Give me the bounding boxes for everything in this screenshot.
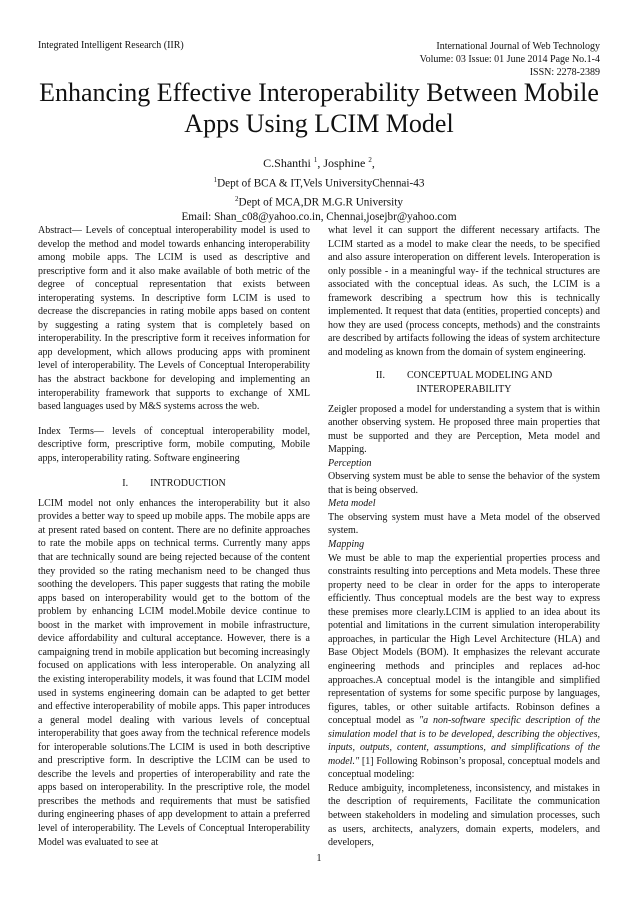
journal-issn: ISSN: 2278-2389 [529,67,600,78]
mapping-heading: Mapping [328,539,365,551]
journal-name: International Journal of Web Technology [436,41,600,52]
author-2-sup: 2 [368,156,372,164]
abstract: Abstract— Levels of conceptual interoperability model is used to develop the method and model towards enhancing interoperability among mobile apps. The LCIM is used as descriptive and prescriptive form and it also make available of both metric of the degree of conceptual representation that exists between interoperating systems. In descriptive form LCIM is used to decrease the discrepancies in rating mobile apps based on content by suggesting a rating system that is completely based on interoperability. In the prescriptive form it receives information for app development, which allows producing apps with prominent level of interoperability. The Levels of Conceptual Interoperability has the abstract backbone for developing and implementing an interoperability framework that supports to exchange of XML based languages used by M&S systems across the web. [38,225,310,413]
paper-title-line2: Apps Using LCIM Model [184,109,454,138]
author-email: Email: Shan_c08@yahoo.co.in, Chennai,josejbr@yahoo.com [181,211,457,224]
paper-title-line1: Enhancing Effective Interoperability Between Mobile [39,78,599,107]
perception-heading: Perception [328,457,372,469]
author-1-sup: 1 [313,156,318,164]
left-column [38,224,310,849]
affiliation-1: $^1$Dept of BCA & IT,Vels UniversityChennai-43 [213,176,425,190]
right-column [328,224,600,850]
section-heading-conceptual-modeling: II. CONCEPTUAL MODELING AND INTEROPERABILITY [375,370,553,396]
journal-info [420,40,600,79]
mapping-text: We must be able to map the experiential properties process and constraints resulting into perceptions and Meta models. These three property need to be clear in order for the apps to interoperate efficiently. Thus conceptual models are the best way to express these premises more clearly.LCIM is applied to an idea about its potential and limitations in the current simulation interoperability approaches, in particular the High Level Architecture (HLA) and Base Object Models (BOM). It emphasizes the relevant accurate engineering methods and principles and replaces ad-hoc approaches.A conceptual model is the intangible and simplified representation of systems for some specific purpose by languages, figures, tables, or other suitable artifacts. Robinson defines a conceptual model as "a non-software specific description of the simulation model that is to be developed, describing the objectives, inputs, outputs, content, assumptions, and simplifications of the model." [1] Following Robinson’s proposal, conceptual models and conceptual modeling: [328,552,601,781]
introduction-text: LCIM model not only enhances the interoperability but it also provides a better way to speed up mobile apps. The mobile apps are at present rated based on content. There are no definite approaches to rate the mobile apps on technical terms. Currently many apps that are technically sound are being rejected because of the content they provided so the rating mechanism need to be changed thus soothing the developers. This paper suggests that rating the mobile apps based on interoperability would get to the bottom of the problem by enhancing LCIM model.Mobile device continue to boost in the market with improvement in mobile infrastructure, device affordability and cultural acceptance. However, there is a campaigning trend in mobile application but becoming increasingly focused on applications with less interoperable. On analyzing all the existing interoperability models, it was found that LCIM model used in systems engineering domain can be adapted to get better and effective interoperability of mobile apps. This paper introduces a general model dealing with various levels of conceptual interoperability that goes away from the technical reference models for interoperable solutions.The LCIM is used in both descriptive and prescriptive form. In descriptive the LCIM can be used to describe the levels and properties of interoperability and rate the apps based on interoperability. In the prescriptive role, the model prescribes the methods and requirements that must be satisfied during engineering phases of app development to attain a preferred level of interoperability. The Levels of Conceptual Interoperability Model was evaluated to see at [38,497,310,848]
journal-publisher: Integrated Intelligent Research (IIR) [38,40,184,51]
perception-text: Observing system must be able to sense the behavior of the system that is being observed. [328,471,600,496]
affiliation-2: $^2$Dept of MCA,DR M.G.R University [235,194,403,209]
meta-model-text: The observing system must have a Meta model of the observed system. [328,511,600,537]
author-block [0,153,638,225]
author-names: C.Shanthi $^1$, Josphine $^2$, [263,156,375,170]
journal-volume: Volume: 03 Issue: 01 June 2014 Page No.1-4 [419,54,600,65]
meta-model-heading: Meta model [328,498,376,510]
reduce-text: Reduce ambiguity, incompleteness, inconsistency, and mistakes in the description of requirements, Facilitate the communication between stakeholders in modeling and simulation processes, such as users, architects, analyzers, domain experts, modelers, and developers, [328,782,600,849]
index-terms: Index Terms— levels of conceptual interoperability model, descriptive form, prescriptive form, mobile computing, Mobile apps, interoperability rating. Software engineering [38,425,310,464]
author-1: C.Shanthi [263,156,311,170]
zeigler-paragraph: Zeigler proposed a model for understanding a system that is within another observing system. He proposed three main properties that must be supported and they are Perception, Meta model and Mapping. [328,403,600,456]
paper-title [20,77,618,139]
page-number: 1 [316,853,322,864]
author-2: Josphine [323,156,366,170]
section-heading-introduction: I. INTRODUCTION [122,478,226,490]
introduction-continued: what level it can support the different necessary artifacts. The LCIM started as a model to make clear the needs, to be specified and also assure interoperation on different levels. Interoperation is only possible - in a meaningful way- if the technical structures are associated with the conceptual ideas. As such, the LCIM is a framework describing a spectrum how this is technically implemented. It request that data (entities, propertied concepts) and how they are used (process concepts, methods) and the constraints are described by artifacts following the ideas of system architecture and modeling as known from the domain of system engineering. [328,225,600,358]
